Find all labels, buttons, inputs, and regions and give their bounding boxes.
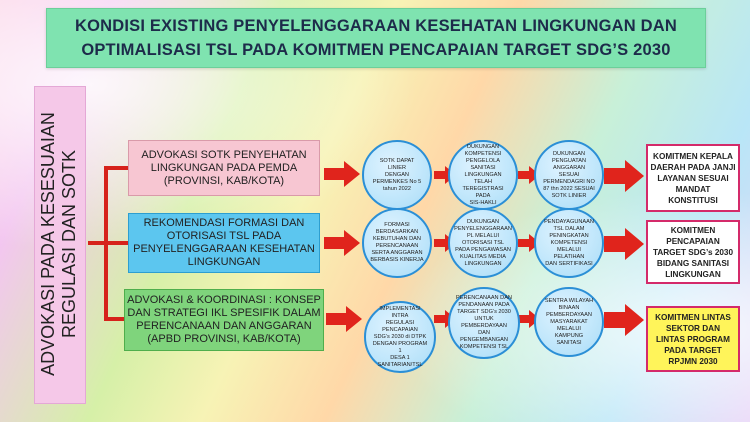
circle-text-line: PENGEMBANGAN <box>460 337 508 343</box>
title-line-1: KONDISI EXISTING PENYELENGGARAAN KESEHATAN LINGKUNGAN DAN <box>74 17 678 35</box>
circle-text-line: PENYELENGGARAAN <box>454 225 512 232</box>
circle-text-line: LINGKUNGAN TELAH <box>464 171 502 185</box>
commitment-line: PENCAPAIAN <box>666 236 720 246</box>
strategy-box-2-line: PENYELENGGARAAN KESEHATAN <box>133 243 315 255</box>
circle-text-line: SOTK LINIER <box>551 192 587 199</box>
circle-text-line: PERENCANAAN DAN <box>456 295 512 301</box>
step-circle <box>534 287 604 357</box>
commitment-line: DAERAH PADA JANJI <box>650 162 736 172</box>
circle-text-line: PENGELOLA <box>466 157 500 164</box>
circle-text-line: BERBASIS KINERJA <box>370 257 424 263</box>
circle-text-line: SOTK DAPAT LINIER <box>379 157 415 171</box>
circle-text-line: DENGAN PROGRAM 1 <box>372 340 428 354</box>
circle-text-line: PEMBERDAYAAN <box>546 311 592 318</box>
circle-text-line: DUKUNGAN <box>552 150 585 157</box>
commitment-line: LINTAS PROGRAM <box>656 334 730 344</box>
commitment-line: KONSTITUSI <box>668 195 718 205</box>
circle-text-line: PL MELALUI <box>466 232 500 239</box>
circle-text-line: DESA 1 <box>390 354 410 361</box>
strategy-box-3-line: ADVOKASI & KOORDINASI : KONSEP <box>127 294 321 306</box>
circle-text-line: 87 thn 2022 SESUAI <box>543 185 595 192</box>
strategy-box-1-line: LINGKUNGAN PADA PEMDA <box>150 161 298 174</box>
circle-text-line: PEMBERDAYAAN DAN <box>461 323 507 336</box>
circle-text-line: TEREGISTRASI PADA <box>462 185 504 199</box>
circle-text-line: PENINGKATAN <box>549 232 589 239</box>
circle-text-line: ANGGARAN SESUAI <box>552 164 585 178</box>
commitment-box-3 <box>646 306 740 372</box>
step-circle <box>448 140 518 210</box>
arrow-right-icon <box>326 306 362 332</box>
circle-text-line: DUKUNGAN <box>466 143 499 150</box>
circle-text-line: KUALITAS MEDIA <box>460 253 506 260</box>
commitment-box-2 <box>646 220 740 284</box>
commitment-line: BIDANG SANITASI <box>656 258 730 268</box>
circle-text-line: SERTA ANGGARAN <box>371 250 423 256</box>
commitment-line: KOMITMEN LINTAS <box>655 312 731 322</box>
strategy-box-2-line: LINGKUNGAN <box>187 256 261 268</box>
circle-text-line: FORMASI <box>384 222 410 228</box>
circle-text-line: PERMENDAGRI NO <box>543 178 595 185</box>
commitment-line: PADA TARGET <box>664 345 722 355</box>
arrow-right-icon <box>604 228 644 260</box>
vertical-label-line-2: REGULASI DAN SOTK <box>59 149 79 339</box>
circle-text-line: SIS-HAKLI <box>469 199 497 206</box>
step-circle <box>534 140 604 210</box>
circle-text-line: TARGET SDG’s 2030 <box>457 309 511 315</box>
circle-text-line: UNTUK <box>474 316 494 322</box>
circle-text-line: MASYARAKAT MELALUI <box>550 318 588 332</box>
circle-text-line: DAN SERTIFIKASI <box>545 260 593 267</box>
strategy-box-3-line: DAN STRATEGI IKL SPESIFIK DALAM <box>127 307 321 319</box>
commitment-line: RPJMN 2030 <box>668 356 718 366</box>
circle-text-line: KOMPETENSI <box>464 150 502 157</box>
commitment-box-1 <box>646 144 740 212</box>
title-line-2: OPTIMALISASI TSL PADA KOMITMEN PENCAPAIAN TARGET SDG’S 2030 <box>81 41 671 59</box>
circle-text-line: KOMPETENSI <box>550 239 588 246</box>
commitment-line: KOMITMEN <box>670 225 716 235</box>
arrow-right-icon <box>324 161 360 187</box>
commitment-line: MANDAT <box>675 184 711 194</box>
commitment-line: TARGET SDG’s 2030 <box>652 247 734 257</box>
step-circle <box>448 287 520 359</box>
circle-text-line: SANITARIAN/TSL <box>377 361 423 368</box>
circle-text-line: KOMPETENSI TSL <box>459 344 509 350</box>
circle-text-line: IMPLEMENTASI INTRA <box>379 305 421 319</box>
strategy-box-3-line: (APBD PROVINSI, KAB/KOTA) <box>147 333 301 345</box>
commitment-line: LINGKUNGAN <box>665 269 721 279</box>
arrow-right-icon <box>324 230 360 256</box>
circle-text-line: DUKUNGAN <box>467 218 500 225</box>
commitment-line: LAYANAN SESUAI <box>657 173 729 183</box>
step-circle <box>362 140 432 210</box>
step-circle <box>534 208 604 278</box>
circle-text-line: LINGKUNGAN <box>464 260 502 267</box>
strategy-box-2-line: REKOMENDASI FORMASI DAN <box>143 217 305 229</box>
circle-text-line: REGULASI PENCAPAIAN <box>382 319 418 333</box>
circle-text-line: KAMPUNG SANITASI <box>554 332 584 346</box>
commitment-line: KOMITMEN KEPALA <box>653 151 733 161</box>
arrow-right-icon <box>604 160 644 192</box>
strategy-box-3-line: PERENCANAAN DAN ANGGARAN <box>136 320 312 332</box>
circle-text-line: SANITASI <box>470 164 496 171</box>
step-circle <box>448 208 518 278</box>
circle-text-line: TSL DALAM <box>553 225 585 232</box>
commitment-line: SEKTOR DAN <box>666 323 720 333</box>
strategy-box-1-line: ADVOKASI SOTK PENYEHATAN <box>141 148 307 161</box>
circle-text-line: KEBUTUHAN DAN <box>373 236 421 242</box>
circle-text-line: SENTRA WILAYAH <box>544 297 594 304</box>
circle-text-line: DENGAN <box>385 171 409 178</box>
circle-text-line: OTORISASI TSL <box>461 239 505 246</box>
circle-text-line: SDG’s 2030 di DTPK <box>373 333 427 340</box>
circle-text-line: BINAAN <box>558 304 580 311</box>
strategy-box-1-line: (PROVINSI, KAB/KOTA) <box>163 174 285 187</box>
circle-text-line: PENDANAAN PADA <box>458 302 510 308</box>
circle-text-line: PERMENKES No 5 <box>372 178 422 185</box>
vertical-label-line-1: ADVOKASI PADA KESESUAIAN <box>38 112 58 376</box>
strategy-box-2-line: OTORISASI TSL PADA <box>166 230 282 242</box>
circle-text-line: PENDAYAGUNAAN <box>544 218 594 225</box>
circle-text-line: PERENCANAAN <box>375 243 419 249</box>
step-circle <box>362 208 432 278</box>
circle-text-line: MELALUI PELATIHAN <box>553 246 585 260</box>
circle-text-line: PENGUATAN <box>552 157 586 164</box>
circle-text-line: tahun 2022 <box>383 185 411 192</box>
circle-text-line: PADA PENGAWASAN <box>455 246 511 253</box>
arrow-right-icon <box>604 304 644 336</box>
step-circle <box>364 301 436 373</box>
circle-text-line: BERDASARKAN <box>375 229 419 235</box>
